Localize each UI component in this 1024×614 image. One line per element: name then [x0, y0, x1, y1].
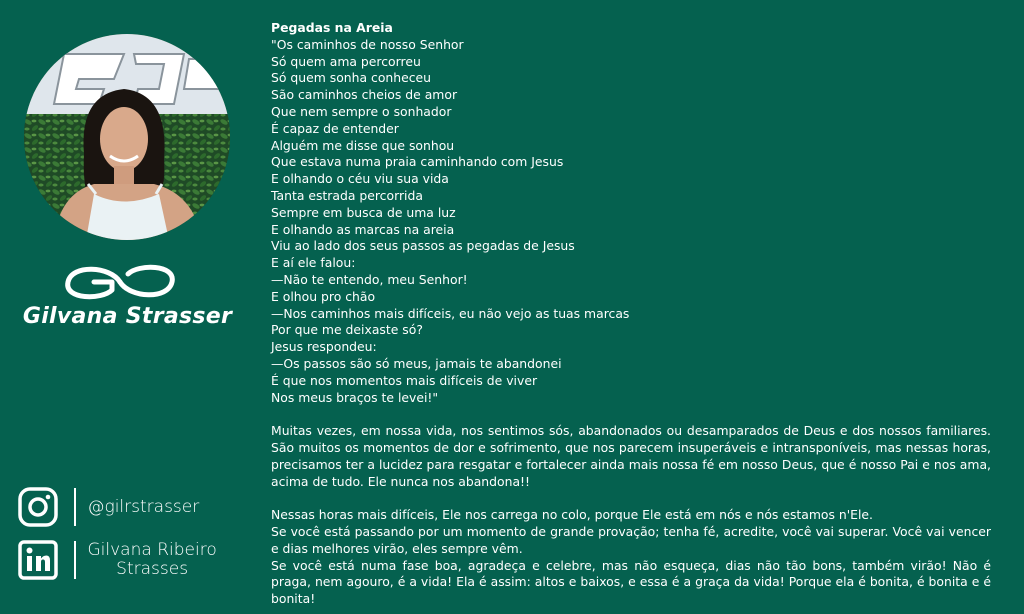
profile-sidebar [0, 0, 255, 614]
avatar [24, 34, 230, 240]
linkedin-name-line1: Gilvana Ribeiro [87, 540, 217, 560]
instagram-link[interactable] [18, 487, 199, 527]
poem-line: Sempre em busca de uma luz [271, 204, 456, 220]
poem-line: Que estava numa praia caminhando com Jesus [271, 154, 564, 170]
poem-line: Alguém me disse que sonhou [271, 137, 455, 153]
linkedin-name-line2: Strasses [116, 559, 189, 579]
instagram-icon [18, 487, 58, 527]
poem-line: E olhando o céu viu sua vida [271, 171, 449, 187]
poem-line: —Não te entendo, meu Senhor! [271, 271, 468, 287]
poem-line: Só quem ama percorreu [271, 53, 421, 69]
poem-line: E aí ele falou: [271, 255, 356, 271]
linkedin-link[interactable] [18, 540, 217, 580]
poem-line: Jesus respondeu: [271, 339, 377, 355]
poem-line: "Os caminhos de nosso Senhor [271, 36, 464, 52]
linkedin-name[interactable] [88, 541, 217, 579]
brand-name: Gilvana Strasser [22, 304, 233, 329]
paragraph: Nessas horas mais difíceis, Ele nos carrega no colo, porque Ele está em nós e nós estamos n'Ele. [271, 507, 873, 523]
instagram-handle[interactable]: @gilrstrasser [87, 496, 200, 517]
poem-line: E olhou pro chão [271, 288, 376, 304]
poem-line: É capaz de entender [271, 120, 399, 136]
poem-line: —Os passos são só meus, jamais te abandonei [271, 355, 562, 371]
poem-line: Tanta estrada percorrida [271, 187, 423, 203]
poem-line: Nos meus braços te levei!" [271, 389, 439, 405]
poem-line: Só quem sonha conheceu [271, 70, 432, 86]
poem-line: Que nem sempre o sonhador [271, 103, 452, 119]
paragraph: Se você está passando por um momento de grande provação; tenha fé, acredite, você vai superar. Você vai vencer e dias melhores virão, eles sempre vêm. [271, 523, 991, 556]
poem-title: Pegadas na Areia [271, 20, 393, 35]
main-content [271, 20, 991, 608]
poem-line: São caminhos cheios de amor [271, 87, 458, 103]
spacer [271, 490, 991, 507]
poem-line: É que nos momentos mais difíceis de viver [271, 372, 538, 388]
poem-line: —Nos caminhos mais difíceis, eu não vejo as tuas marcas [271, 305, 630, 321]
poem-line: Viu ao lado dos seus passos as pegadas de Jesus [271, 238, 575, 254]
spacer [271, 406, 991, 423]
divider [74, 541, 76, 579]
paragraph: Se você está numa fase boa, agradeça e celebre, mas não esqueça, dias não tão bons, também virão! Não é praga, nem agouro, é a vida! Ela é assim: altos e baixos, e essa é a graça da vida! Porque ela é bonita, é bonita e é bonita! [271, 557, 991, 607]
poem-line: E olhando as marcas na areia [271, 221, 455, 237]
linkedin-icon [18, 540, 58, 580]
woman-portrait-photo [24, 34, 230, 240]
poem-line: Por que me deixaste só? [271, 322, 423, 338]
divider [74, 488, 76, 526]
gs-infinity-logo-icon [62, 260, 178, 304]
paragraph: Muitas vezes, em nossa vida, nos sentimos sós, abandonados ou desamparados de Deus e dos nossos familiares. São muitos os momentos de dor e sofrimento, que nos parecem insuperáveis e intransponíveis, mas nessas horas, precisamos ter a lucidez para resgatar e fortalecer ainda mais nossa fé em nosso Deus, que é nosso Pai e nos ama, acima de tudo. Ele nunca nos abandona!! [271, 423, 991, 489]
